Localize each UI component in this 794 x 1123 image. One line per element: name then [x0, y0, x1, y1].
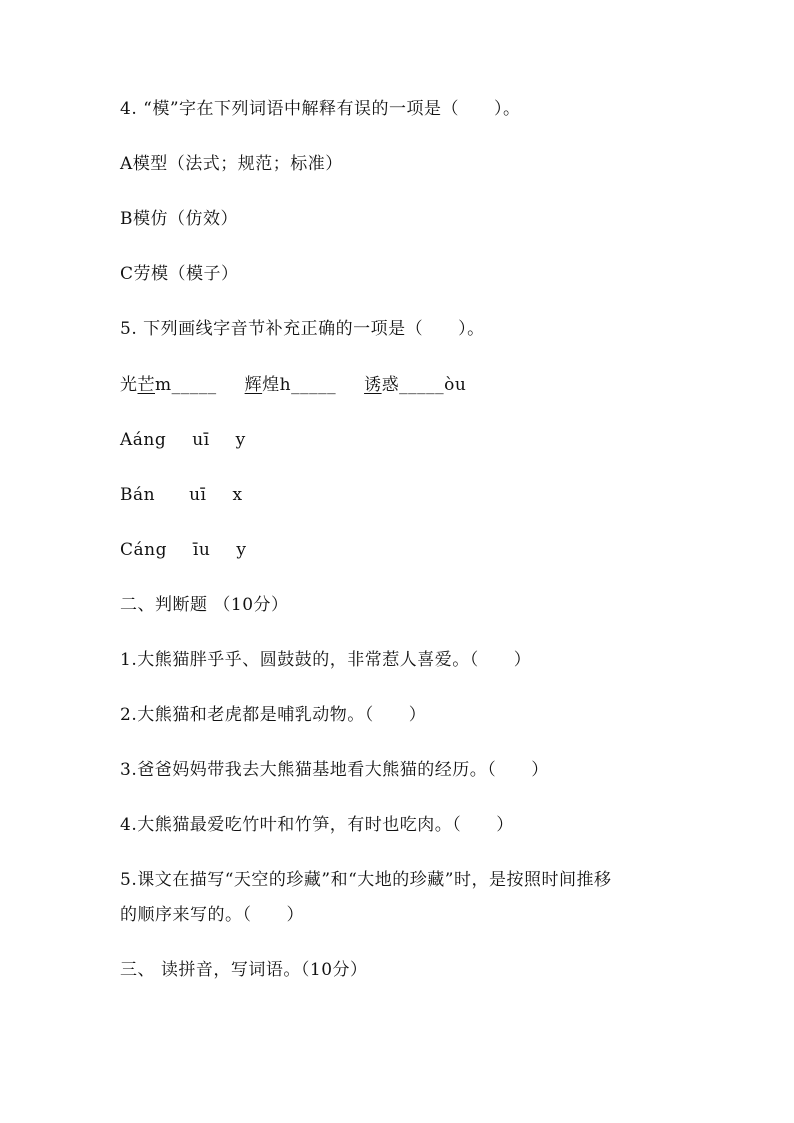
underlined-char: 芒 — [137, 375, 155, 395]
question-5-stem: 5. 下列画线字音节补充正确的一项是（ ）。 — [120, 319, 485, 339]
section-2-title: 二、判断题 （10分） — [120, 595, 289, 615]
question-4-stem: 4. “模”字在下列词语中解释有误的一项是（ ）。 — [120, 99, 521, 119]
section-3-title: 三、 读拼音，写词语。（10分） — [120, 960, 368, 980]
judgment-item-5-line-2: 的顺序来写的。（ ） — [120, 905, 304, 925]
question-4-option-b: B模仿（仿效） — [120, 209, 238, 229]
underlined-char: 诱 — [364, 375, 382, 395]
judgment-item-4: 4.大熊猫最爱吃竹叶和竹笋，有时也吃肉。（ ） — [120, 815, 514, 835]
question-4-option-c: C劳模（模子） — [120, 264, 239, 284]
word-2: 辉煌h_____ — [244, 375, 337, 395]
judgment-item-1: 1.大熊猫胖乎乎、圆鼓鼓的，非常惹人喜爱。（ ） — [120, 650, 532, 670]
word-3: 诱惑_____òu — [364, 375, 467, 395]
question-5-words — [120, 374, 466, 396]
judgment-item-3: 3.爸爸妈妈带我去大熊猫基地看大熊猫的经历。（ ） — [120, 760, 549, 780]
word-1: 光芒m_____ — [120, 375, 217, 395]
judgment-item-2: 2.大熊猫和老虎都是哺乳动物。（ ） — [120, 705, 427, 725]
question-5-option-a: Aáng uī y — [120, 430, 246, 450]
judgment-item-5-line-1: 5.课文在描写“天空的珍藏”和“大地的珍藏”时，是按照时间推移 — [120, 870, 612, 890]
underlined-char: 辉 — [244, 375, 263, 395]
question-4-option-a: A模型（法式；规范；标准） — [120, 154, 343, 174]
question-5-option-c: Cáng īu y — [120, 540, 247, 560]
question-5-option-b: Bán uī x — [120, 485, 243, 505]
